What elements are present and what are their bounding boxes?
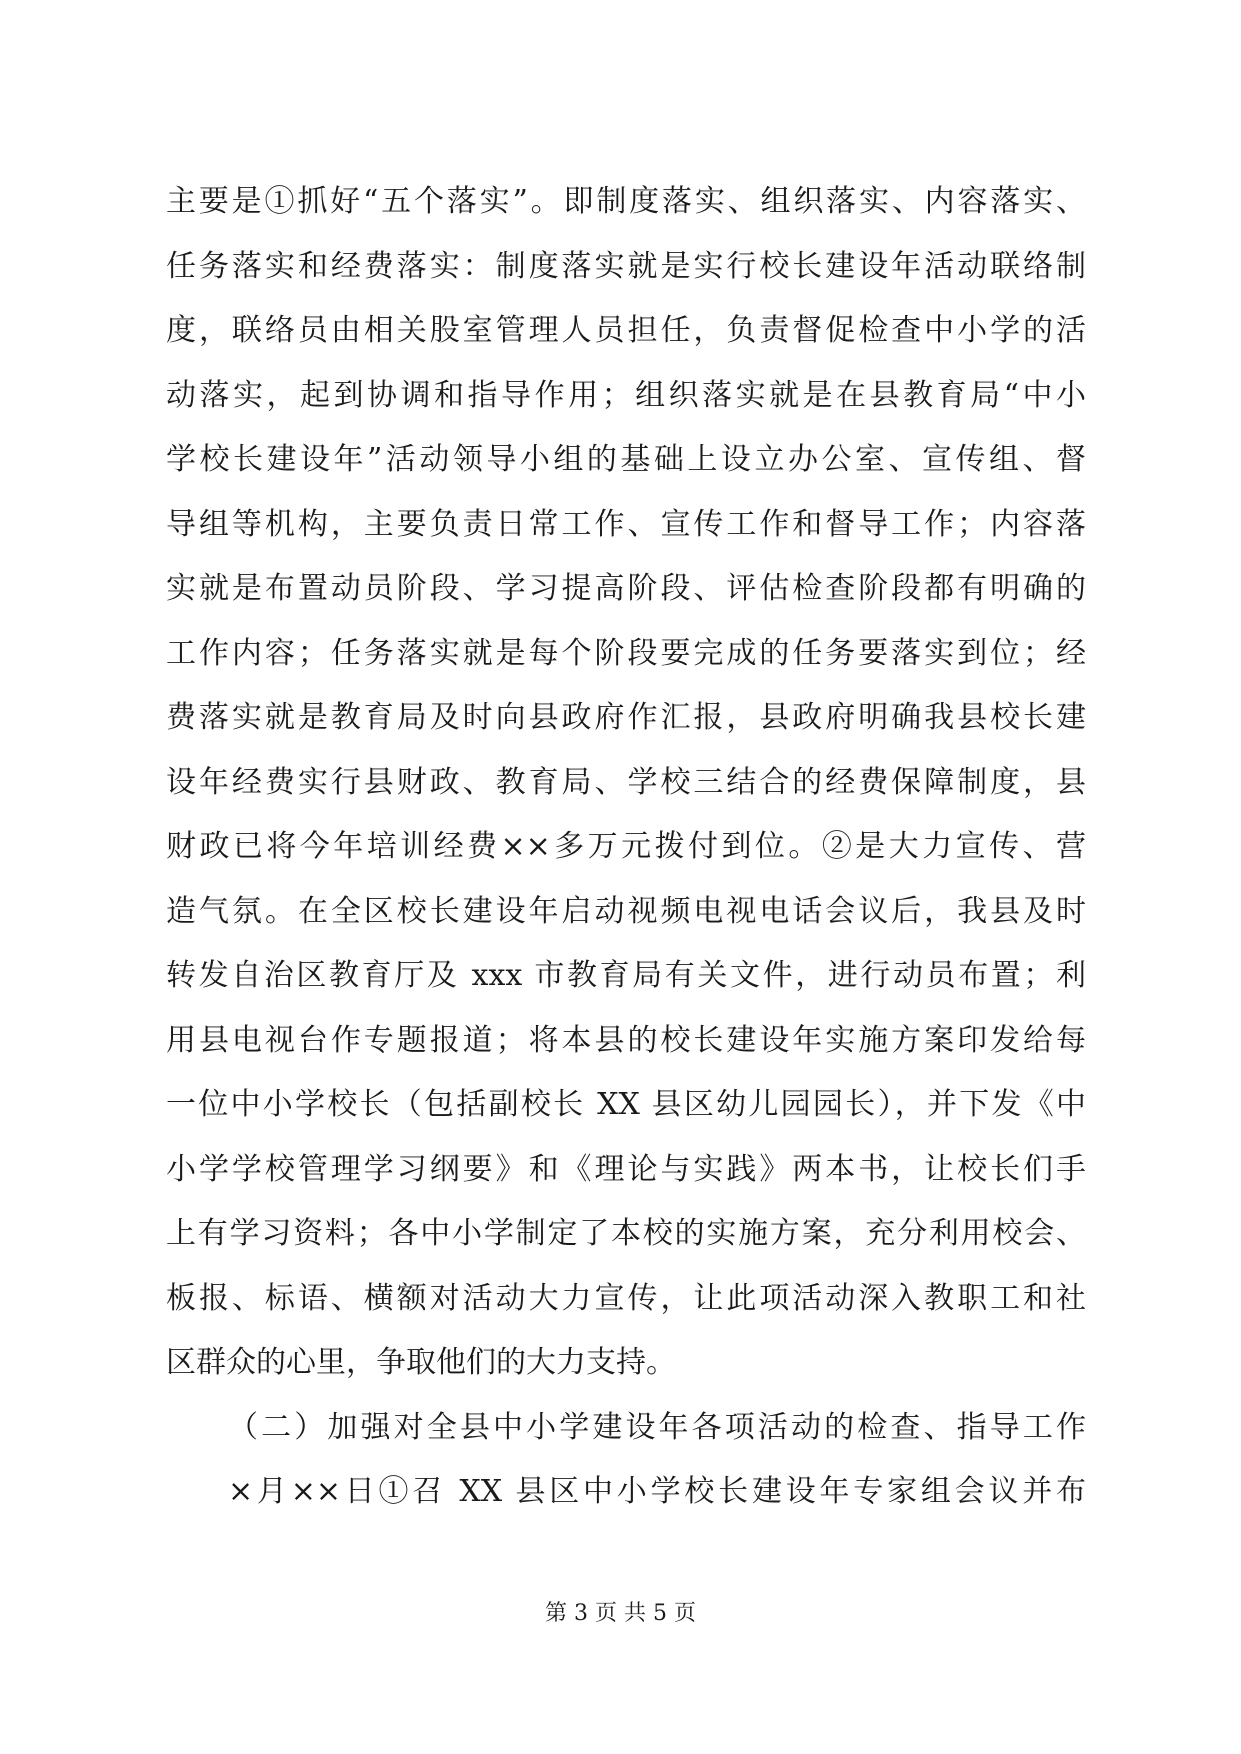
text-line: 上有学习资料；各中小学制定了本校的实施方案，充分利用校会、	[166, 1216, 1086, 1251]
text-line: 造气氛。在全区校长建设年启动视频电视电话会议后，我县及时	[166, 893, 1086, 929]
text-line: 小学学校管理学习纲要》和《理论与实践》两本书，让校长们手	[166, 1151, 1086, 1187]
text-line: 转发自治区教育厅及 xxx 市教育局有关文件，进行动员布置；利	[166, 958, 1086, 993]
section-heading: （二）加强对全县中小学建设年各项活动的检查、指导工作	[228, 1409, 1086, 1445]
body-text	[166, 170, 1086, 1525]
text-line: 实就是布置动员阶段、学习提高阶段、评估检查阶段都有明确的	[166, 571, 1086, 606]
text-line: 度，联络员由相关股室管理人员担任，负责督促检查中小学的活	[166, 313, 1086, 348]
text-line: 一位中小学校长（包括副校长 XX 县区幼儿园园长），并下发《中	[166, 1087, 1086, 1122]
page-number: 第 3 页 共 5 页	[545, 1601, 696, 1626]
text-line: 任务落实和经费落实：制度落实就是实行校长建设年活动联络制	[166, 248, 1086, 284]
text-line: ×月××日①召 XX 县区中小学校长建设年专家组会议并布	[228, 1474, 1086, 1509]
text-line: 费落实就是教育局及时向县政府作汇报，县政府明确我县校长建	[166, 700, 1086, 735]
text-line: 板报、标语、横额对活动大力宣传，让此项活动深入教职工和社	[166, 1280, 1086, 1316]
text-line: 用县电视台作专题报道；将本县的校长建设年实施方案印发给每	[166, 1022, 1086, 1058]
text-line: 动落实，起到协调和指导作用；组织落实就是在县教育局“中小	[166, 377, 1086, 413]
text-line: 导组等机构，主要负责日常工作、宣传工作和督导工作；内容落	[166, 506, 1086, 542]
text-line: 主要是①抓好“五个落实”。即制度落实、组织落实、内容落实、	[166, 184, 1086, 219]
text-line: 设年经费实行县财政、教育局、学校三结合的经费保障制度，县	[166, 764, 1086, 800]
text-line: 学校长建设年”活动领导小组的基础上设立办公室、宣传组、督	[166, 442, 1086, 477]
text-line: 区群众的心里，争取他们的大力支持。	[166, 1345, 676, 1380]
text-line: 工作内容；任务落实就是每个阶段要完成的任务要落实到位；经	[166, 635, 1086, 671]
text-line: 财政已将今年培训经费××多万元拨付到位。②是大力宣传、营	[166, 829, 1086, 864]
